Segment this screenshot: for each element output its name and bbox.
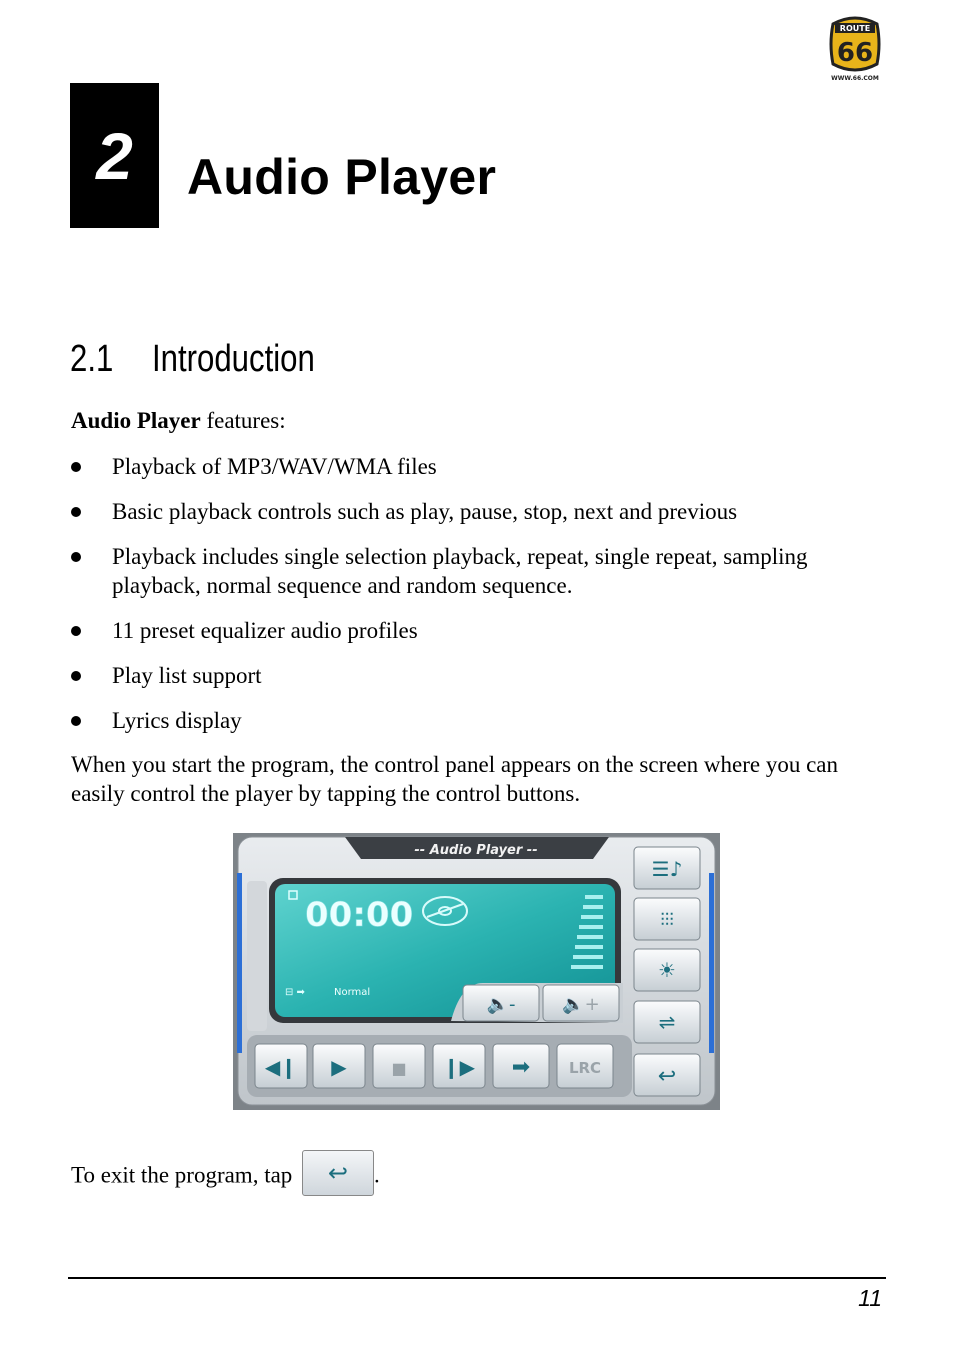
list-item: Playback of MP3/WAV/WMA files	[71, 452, 881, 481]
logo-url: WWW.66.COM	[831, 75, 879, 82]
bullet-icon	[71, 716, 81, 726]
list-item: Play list support	[71, 661, 881, 690]
section-number: 2.1	[70, 338, 114, 380]
feature-list	[71, 452, 881, 751]
playlist-icon: ☰♪	[651, 857, 683, 881]
bullet-icon	[71, 507, 81, 517]
arrow-right-icon: ➡	[511, 1055, 531, 1080]
intro-line	[71, 406, 286, 435]
back-arrow-icon: ↩	[327, 1159, 349, 1187]
bullet-icon	[71, 626, 81, 636]
player-time: 00:00	[305, 895, 414, 935]
list-item: 11 preset equalizer audio profiles	[71, 616, 881, 645]
volume-up-icon: 🔈+	[562, 994, 600, 1015]
description-paragraph: When you start the program, the control panel appears on the screen where you can easily control the player by tapping the control buttons.	[71, 752, 839, 806]
intro-bold: Audio Player	[71, 408, 201, 433]
play-icon: ▶	[331, 1055, 347, 1079]
next-icon: ❙▶	[442, 1055, 476, 1079]
bullet-icon	[71, 671, 81, 681]
section-title: Introduction	[152, 338, 315, 380]
player-mode: Normal	[334, 987, 371, 998]
player-title: -- Audio Player --	[414, 843, 538, 858]
svg-text:⊟ ➡: ⊟ ➡	[285, 987, 305, 998]
list-item: Basic playback controls such as play, pause, stop, next and previous	[71, 497, 881, 526]
list-item: Lyrics display	[71, 706, 881, 735]
bullet-icon	[71, 552, 81, 562]
footer-rule	[68, 1277, 886, 1279]
chapter-number: 2	[70, 83, 159, 228]
exit-button-inline	[302, 1150, 374, 1196]
equalizer-icon: ⫶⫶⫶	[660, 910, 674, 931]
stop-icon: ■	[391, 1059, 407, 1078]
back-arrow-icon: ↩	[657, 1064, 677, 1089]
list-item: Playback includes single selection playback, repeat, single repeat, sampling playback, normal sequence and random sequence.	[71, 542, 881, 600]
route66-logo	[827, 14, 883, 84]
repeat-mode-icon: ⇌	[658, 1010, 676, 1034]
side-controls	[634, 847, 700, 1096]
intro-rest: features:	[200, 408, 286, 433]
lightbulb-icon: ☀	[658, 958, 676, 982]
page-number: 11	[858, 1285, 882, 1311]
section-heading	[70, 340, 315, 378]
audio-player-screenshot	[233, 833, 720, 1110]
logo-number: 66	[836, 38, 874, 68]
previous-icon: ◀❙	[264, 1055, 298, 1079]
bullet-icon	[71, 462, 81, 472]
exit-instruction: To exit the program, tap ↩ .	[71, 1154, 380, 1200]
chapter-title: Audio Player	[187, 149, 497, 205]
logo-brand: ROUTE	[839, 24, 871, 33]
volume-down-icon: 🔈-	[486, 994, 516, 1015]
lrc-label: LRC	[568, 1059, 602, 1077]
